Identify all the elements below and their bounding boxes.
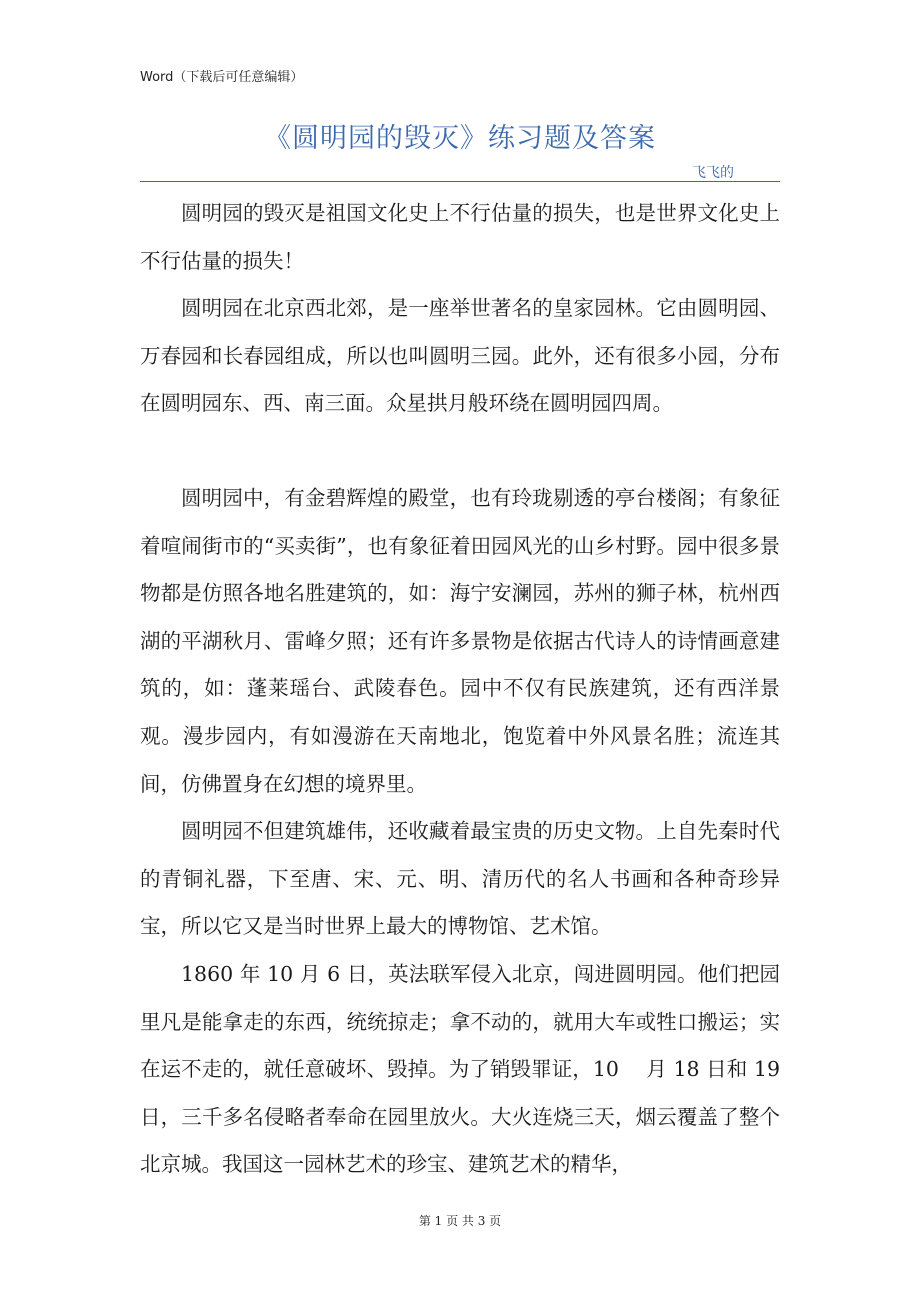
paragraph-1: 圆明园的毁灭是祖国文化史上不行估量的损失，也是世界文化史上不行估量的损失！: [140, 201, 780, 273]
document-body: [140, 190, 780, 1189]
paragraph-4: 圆明园不但建筑雄伟，还收藏着最宝贵的历史文物。上自先秦时代的青铜礼器，下至唐、宋、元、明、清历代的名人书画和各种奇珍异宝，所以它又是当时世界上最大的博物馆、艺术馆。: [140, 819, 780, 939]
page-header: Word（下载后可任意编辑）: [140, 70, 304, 85]
page-number-footer: 第 1 页 共 3 页: [418, 1214, 502, 1228]
document-title: 《圆明园的毁灭》练习题及答案: [264, 123, 656, 154]
paragraph-3: 圆明园中，有金碧辉煌的殿堂，也有玲珑剔透的亭台楼阁；有象征着喧闹街市的“买卖街”，也有象征着田园风光的山乡村野。园中很多景物都是仿照各地名胜建筑的，如：海宁安澜园，苏州的狮子林，杭州西湖的平湖秋月、雷峰夕照；还有许多景物是依据古代诗人的诗情画意建筑的，如：蓬莱瑶台、武陵春色。园中不仅有民族建筑，还有西洋景观。漫步园内，有如漫游在天南地北，饱览着中外风景名胜；流连其间，仿佛置身在幻想的境界里。: [140, 485, 780, 796]
paragraph-5: 1860 年 10 月 6 日，英法联军侵入北京，闯进圆明园。他们把园里凡是能拿走的东西，统统掠走；拿不动的，就用大车或牲口搬运；实在运不走的，就任意破坏、毁掉。为了销毁罪证，10 月 18 日和 19 日，三千多名侵略者奉命在园里放火。大火连烧三天，烟云覆盖了整个北京城。我国这一园林艺术的珍宝、建筑艺术的精华，: [140, 961, 780, 1177]
title-divider: [140, 181, 780, 182]
paragraph-2: 圆明园在北京西北郊，是一座举世著名的皇家园林。它由圆明园、万春园和长春园组成，所以也叫圆明三园。此外，还有很多小园，分布在圆明园东、西、南三面。众星拱月般环绕在圆明园四周。: [140, 296, 780, 416]
author-name: 飞飞的: [692, 165, 734, 181]
